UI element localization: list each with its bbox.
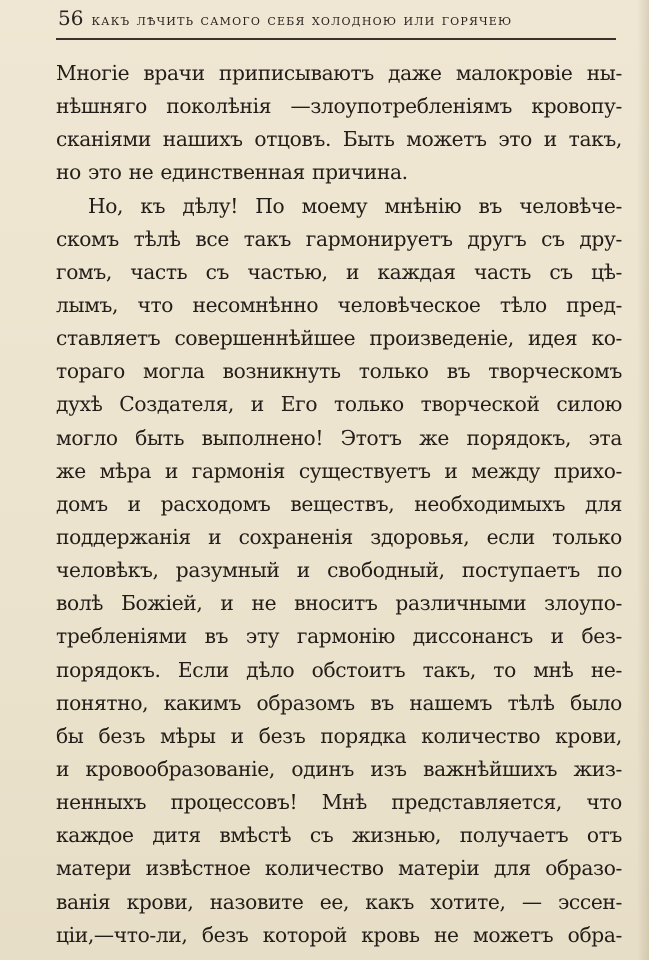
text-line: домъ и расходомъ веществъ, необходимыхъ для <box>56 491 622 516</box>
text-line: бы безъ мѣры и безъ порядка количество крови, <box>56 723 622 748</box>
text-line: могло быть выполнено! Этотъ же порядокъ, эта <box>56 425 622 450</box>
text-line: гомъ, часть съ частью, и каждая часть съ цѣ- <box>56 259 622 284</box>
header-rule <box>56 38 616 40</box>
text-line: скомъ тѣлѣ все такъ гармонируетъ другъ съ дру- <box>56 226 622 251</box>
text-line: нѣшняго поколѣнія —злоупотребленіямъ кровопу- <box>56 94 622 119</box>
text-line: требленіями въ эту гармонію диссонансъ и без- <box>56 624 622 649</box>
text-line: ванія крови, назовите ее, какъ хотите, — эссен- <box>56 889 622 914</box>
text-line: и кровообразованіе, одинъ изъ важнѣйшихъ жиз- <box>56 756 622 781</box>
running-title: какъ лѣчить самого себя холодною или горячею <box>91 10 513 29</box>
text-line: тораго могла возникнуть только въ творческомъ <box>56 359 622 384</box>
text-line: ціи,—что-ли, безъ которой кровь не можетъ обра- <box>56 922 622 947</box>
page-header <box>58 6 618 34</box>
text-line: ставляетъ совершеннѣйшее произведеніе, идея ко- <box>56 326 622 351</box>
paragraph-first-line: Но, къ дѣлу! По моему мнѣнію въ человѣче- <box>88 193 622 218</box>
body-text <box>56 57 622 952</box>
text-line: сканіями нашихъ отцовъ. Быть можетъ это и такъ, <box>56 127 622 152</box>
text-line: порядокъ. Если дѣло обстоитъ такъ, то мнѣ не- <box>56 657 622 682</box>
text-line: но это не единственная причина. <box>56 160 408 185</box>
text-line: ненныхъ процессовъ! Мнѣ представляется, что <box>56 790 622 815</box>
text-line: понятно, какимъ образомъ въ нашемъ тѣлѣ было <box>56 690 622 715</box>
text-line: каждое дитя вмѣстѣ съ жизнью, получаетъ отъ <box>56 823 622 848</box>
text-line: лымъ, что несомнѣнно человѣческое тѣло пред- <box>56 292 622 317</box>
text-line: Многіе врачи приписываютъ даже малокровіе ны- <box>56 61 622 85</box>
text-line: духѣ Создателя, и Его только творческой силою <box>56 392 622 417</box>
text-line: матери извѣстное количество матеріи для образо- <box>56 856 622 881</box>
page-number: 56 <box>58 6 84 30</box>
text-line: человѣкъ, разумный и свободный, поступаетъ по <box>56 558 622 583</box>
text-line: волѣ Божіей, и не вноситъ различными злоупо- <box>56 591 622 616</box>
text-line: поддержанія и сохраненія здоровья, если только <box>56 524 622 549</box>
page-edge-shadow <box>637 0 649 960</box>
text-line: же мѣра и гармонія существуетъ и между прихо- <box>56 458 622 483</box>
